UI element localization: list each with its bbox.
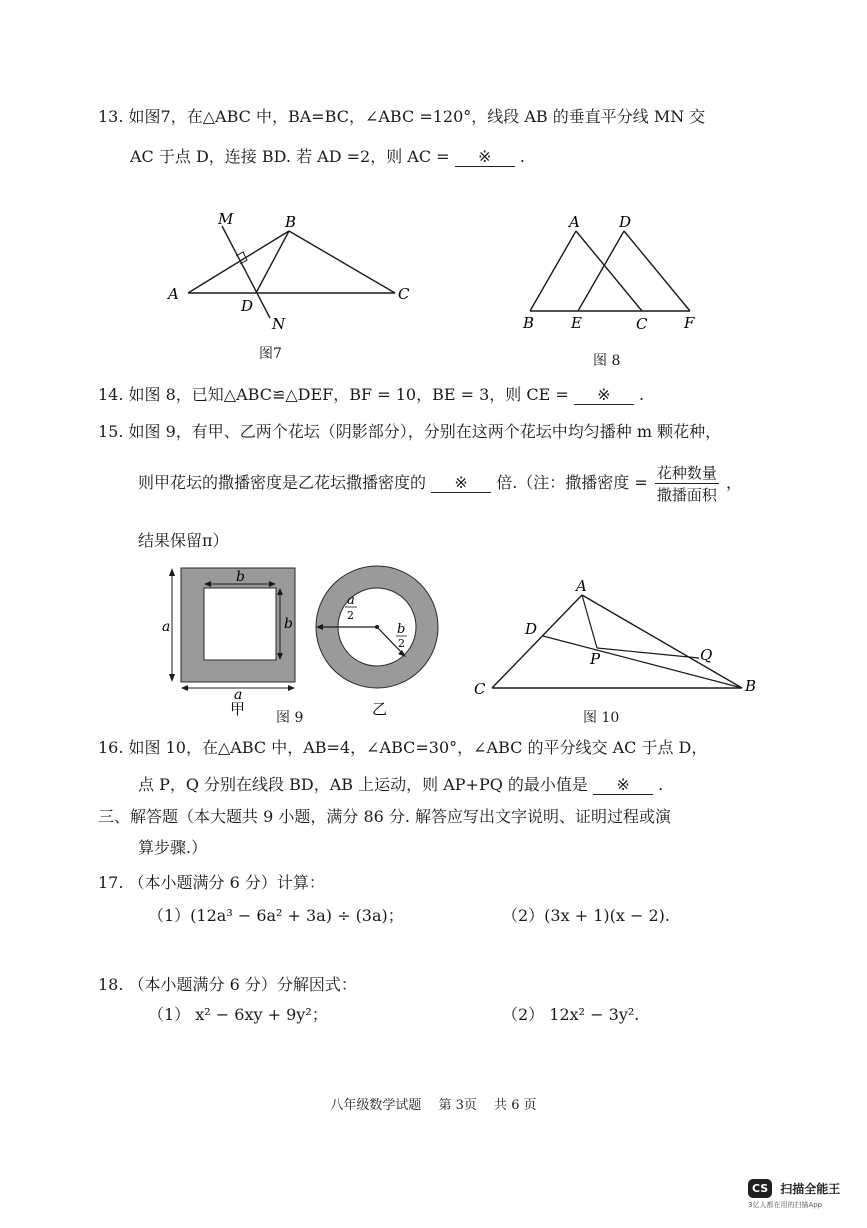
yi-label-a: a	[347, 593, 355, 608]
fig8-label-E: E	[571, 314, 582, 332]
fig8-label-A: A	[569, 213, 580, 231]
q15-line2b: 倍.（注：撒播密度 =	[496, 473, 648, 492]
yi-label-2b: 2	[398, 637, 405, 650]
figure-10	[468, 572, 768, 702]
arrow-head	[288, 685, 295, 691]
yi-label-b: b	[397, 622, 406, 637]
watermark-name: 扫描全能王	[780, 1182, 841, 1196]
fig10-side-CA	[492, 595, 582, 688]
q16-line2	[138, 772, 663, 795]
q15-line2-text: 则甲花坛的撒播密度是乙花坛撒播密度的	[138, 473, 427, 492]
yi-name: 乙	[372, 700, 388, 718]
q13-line2-text: AC 于点 D，连接 BD. 若 AD =2，则 AC =	[130, 147, 450, 166]
flowerbed-jia	[181, 568, 295, 682]
fig8-label-D: D	[619, 213, 632, 231]
q14-answer-blank: ※	[574, 385, 634, 405]
arrow-head	[398, 650, 406, 657]
q18-part1: （1） x² − 6xy + 9y²；	[148, 1005, 328, 1024]
q15-line1: 15. 如图 9，有甲、乙两个花坛（阴影部分），分别在这两个花坛中均匀播种 m 颗花种，	[98, 422, 722, 441]
q16-answer-blank: ※	[593, 775, 653, 795]
jia-label-b-top: b	[236, 569, 245, 585]
fig7-label-C: C	[398, 285, 410, 303]
cs-logo-icon: CS	[748, 1179, 772, 1198]
fig9-caption: 图 9	[276, 710, 304, 726]
q13-line2	[130, 144, 525, 167]
q14-tail: .	[638, 385, 645, 404]
q17-part2: （2）(3x + 1)(x − 2).	[502, 906, 670, 925]
fig7-label-A: A	[168, 285, 179, 303]
q15-line2	[138, 462, 742, 505]
fig7-label-B: B	[285, 213, 297, 231]
fig10-side-AB	[582, 595, 742, 688]
section3-heading: 三、解答题（本大题共 9 小题，满分 86 分. 解答应写出文字说明、证明过程或演	[98, 807, 672, 826]
jia-label-a-bottom: a	[234, 687, 243, 703]
fig7-segment-BD	[256, 231, 289, 293]
arrow-head	[181, 685, 188, 691]
yi-label-2: 2	[347, 609, 354, 622]
section3-heading-cont: 算步骤.）	[138, 838, 208, 857]
q15-answer-blank: ※	[431, 473, 491, 493]
q16-line2-text: 点 P，Q 分别在线段 BD，AB 上运动，则 AP+PQ 的最小值是	[138, 775, 588, 794]
fig10-label-A: A	[576, 577, 587, 595]
q18-title: 18. （本小题满分 6 分）分解因式：	[98, 975, 357, 994]
q13-tail: .	[519, 147, 525, 166]
fig10-caption: 图 10	[583, 710, 620, 726]
fig10-label-D: D	[525, 620, 538, 638]
jia-label-b-right: b	[284, 616, 293, 632]
fig7-label-D: D	[241, 297, 254, 315]
figure-8	[515, 210, 705, 335]
fraction-denominator: 撒播面积	[656, 486, 717, 504]
fig7-label-N: N	[272, 315, 286, 333]
fig8-label-C: C	[636, 315, 648, 333]
fig8-label-B: B	[523, 314, 535, 332]
q17-part1: （1）(12a³ − 6a² + 3a) ÷ (3a)；	[148, 906, 404, 925]
watermark-subtitle: 3亿人都在用的扫描App	[748, 1201, 823, 1209]
q14-line	[98, 382, 644, 405]
q16-line1: 16. 如图 10，在△ABC 中，AB=4，∠ABC=30°，∠ABC 的平分线交 AC 于点 D，	[98, 738, 708, 757]
q18-part2: （2） 12x² − 3y².	[502, 1005, 640, 1024]
fig8-label-F: F	[684, 314, 695, 332]
q13-answer-blank: ※	[455, 147, 515, 167]
page-footer: 八年级数学试题 第 3页 共 6 页	[330, 1098, 537, 1113]
fig10-label-Q: Q	[700, 646, 713, 664]
fig8-side-DE	[578, 231, 624, 311]
fig7-side-BC	[289, 231, 395, 293]
yi-center-dot	[375, 625, 379, 629]
density-fraction	[655, 462, 719, 505]
fig8-caption: 图 8	[593, 353, 621, 369]
fig7-side-AB	[188, 231, 289, 293]
arrow-head	[169, 568, 175, 576]
q15-line2c: ，	[726, 473, 743, 492]
fig10-label-C: C	[474, 680, 486, 698]
scanner-watermark	[748, 1178, 858, 1210]
arrow-head	[169, 674, 175, 682]
fig7-label-M: M	[218, 210, 234, 228]
jia-name: 甲	[230, 700, 246, 718]
q17-title: 17. （本小题满分 6 分）计算：	[98, 873, 325, 892]
figure-7	[160, 205, 430, 340]
fig8-side-AC	[576, 231, 642, 311]
jia-label-a-left: a	[162, 619, 171, 635]
q13-line1: 13. 如图7，在△ABC 中，BA=BC，∠ABC =120°，线段 AB 的垂直平分线 MN 交	[98, 107, 706, 126]
figure-9	[155, 560, 445, 720]
q14-text: 14. 如图 8，已知△ABC≌△DEF，BF = 10，BE = 3，则 CE =	[98, 385, 569, 404]
fig10-label-B: B	[745, 677, 757, 695]
q16-tail: .	[658, 775, 664, 794]
fig8-side-DF	[624, 231, 690, 311]
q15-line3: 结果保留π）	[138, 531, 229, 550]
fig10-segment-PQ	[597, 648, 699, 658]
fig7-caption: 图7	[259, 346, 282, 362]
fig8-side-AB	[530, 231, 576, 311]
fig10-label-P: P	[590, 650, 601, 668]
fraction-numerator: 花种数量	[656, 464, 717, 482]
